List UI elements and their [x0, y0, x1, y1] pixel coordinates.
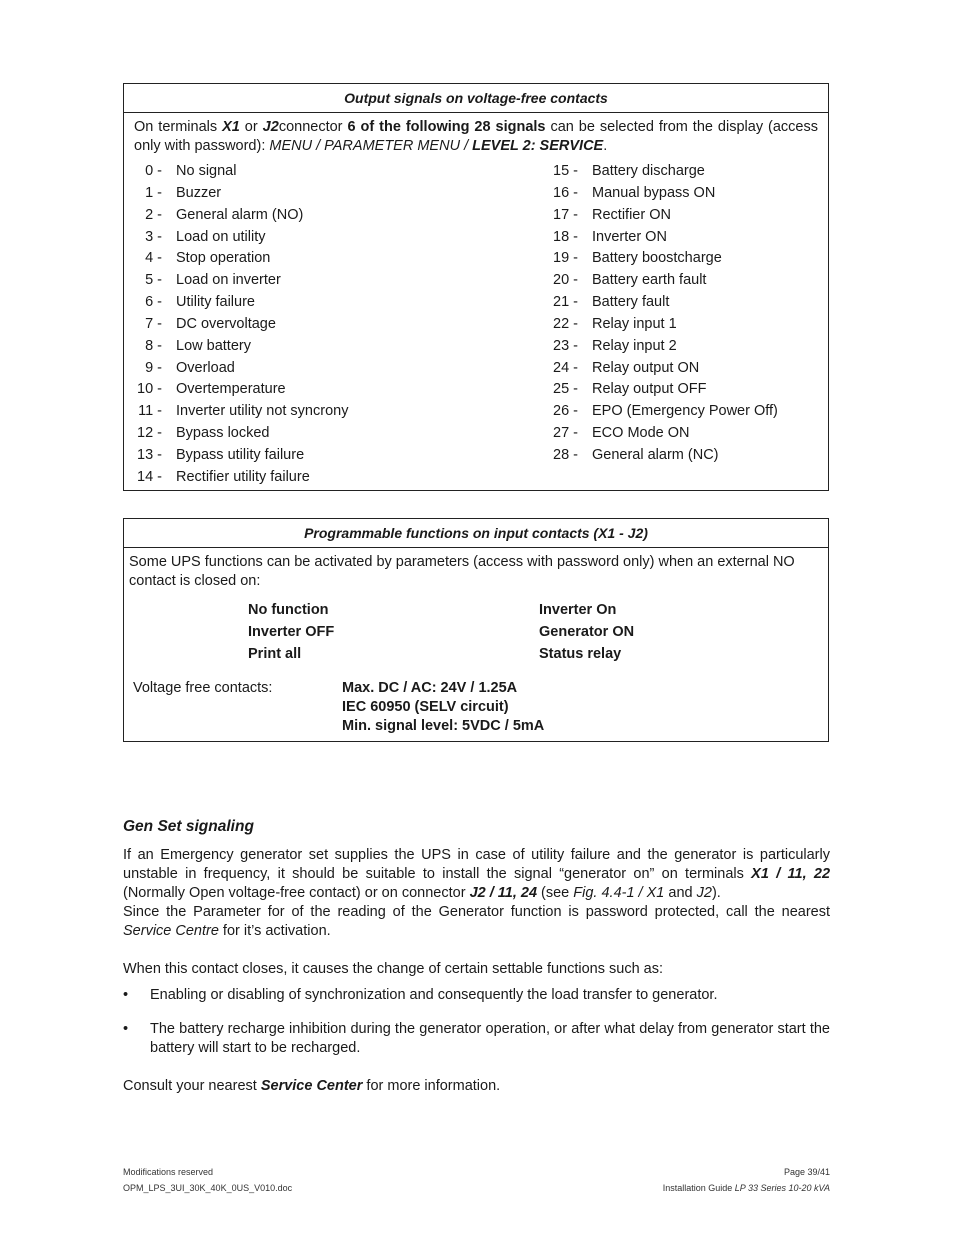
- signal-item: [132, 314, 348, 336]
- signal-label: Buzzer: [176, 184, 222, 201]
- signal-number: 10 -: [137, 381, 162, 398]
- signal-item: [132, 292, 348, 314]
- signal-label: Relay input 1: [592, 315, 677, 332]
- signal-item: [548, 314, 778, 336]
- signal-number: 12 -: [137, 425, 162, 442]
- signal-number: 23 -: [553, 337, 578, 354]
- footer-filename: OPM_LPS_3UI_30K_40K_0US_V010.doc: [123, 1183, 293, 1193]
- signal-number: 0 -: [145, 163, 162, 179]
- signal-number: 3 -: [145, 228, 162, 245]
- signal-number: 5 -: [145, 272, 162, 289]
- signal-label: Battery discharge: [592, 163, 705, 179]
- signal-label: Inverter utility not syncrony: [176, 403, 349, 420]
- input-functions-table: [123, 518, 829, 742]
- signal-item: [548, 336, 778, 358]
- bullet-icon: •: [123, 1021, 129, 1037]
- footer-right: [663, 1164, 830, 1196]
- voltage-free-contacts-label: Voltage free contacts:: [133, 680, 273, 696]
- signal-label: Load on utility: [176, 228, 266, 245]
- signal-label: Load on inverter: [176, 272, 281, 289]
- signal-number: 7 -: [145, 315, 162, 332]
- signal-item: [548, 423, 778, 445]
- signal-number: 18 -: [553, 228, 578, 245]
- signal-label: Rectifier utility failure: [176, 468, 310, 485]
- signal-item: [548, 270, 778, 292]
- spec-line: Max. DC / AC: 24V / 1.25A: [342, 680, 518, 696]
- signal-number: 16 -: [553, 184, 578, 201]
- signal-item: [548, 379, 778, 401]
- signal-number: 8 -: [145, 337, 162, 354]
- signal-label: General alarm (NO): [176, 206, 304, 223]
- spec-line: IEC 60950 (SELV circuit): [342, 699, 509, 715]
- signal-number: 22 -: [553, 315, 578, 332]
- signal-item: [132, 423, 348, 445]
- function-item: Status relay: [539, 646, 622, 662]
- signal-label: Relay input 2: [592, 337, 677, 354]
- signal-item: [548, 183, 778, 205]
- function-item: Inverter On: [539, 602, 617, 618]
- footer-note: Modifications reserved: [123, 1167, 214, 1177]
- spec-line: Min. signal level: 5VDC / 5mA: [342, 718, 545, 734]
- signal-item: [132, 183, 348, 205]
- signal-list-right: [548, 161, 778, 467]
- section-heading: Gen Set signaling: [123, 818, 254, 835]
- signal-number: 9 -: [145, 359, 162, 376]
- signal-item: [132, 227, 348, 249]
- signal-item: [132, 467, 348, 489]
- signal-item: [548, 401, 778, 423]
- signal-number: 28 -: [553, 446, 578, 463]
- signal-list-left: [132, 161, 348, 489]
- signal-item: [132, 270, 348, 292]
- signal-item: [132, 401, 348, 423]
- signal-item: [548, 292, 778, 314]
- signal-number: 27 -: [553, 425, 578, 442]
- signal-label: Bypass locked: [176, 425, 270, 442]
- bullet-icon: •: [123, 987, 129, 1003]
- bullet-item: [123, 986, 830, 1005]
- signal-label: EPO (Emergency Power Off): [592, 403, 778, 420]
- signal-item: [132, 336, 348, 358]
- signal-number: 6 -: [145, 294, 162, 311]
- signal-label: Overtemperature: [176, 381, 286, 398]
- signal-label: Stop operation: [176, 250, 271, 267]
- signal-item: [548, 161, 778, 183]
- signal-item: [548, 205, 778, 227]
- signal-label: Manual bypass ON: [592, 184, 716, 201]
- input-functions-intro: Some UPS functions can be activated by parameters (access with password only) when an external NO contact is closed on:: [129, 554, 795, 589]
- signal-label: No signal: [176, 163, 237, 179]
- signal-number: 17 -: [553, 206, 578, 223]
- signal-number: 2 -: [145, 206, 162, 223]
- genset-paragraph-3: Consult your nearest Service Center for more information.: [123, 1078, 501, 1094]
- function-item: Print all: [248, 646, 302, 662]
- bullet-text: The battery recharge inhibition during the generator operation, or after what delay from generator start the battery will start to be recharged.: [150, 1021, 830, 1056]
- signal-label: Utility failure: [176, 294, 255, 311]
- footer-left: [123, 1164, 292, 1196]
- function-item: No function: [248, 602, 329, 618]
- signal-label: Battery fault: [592, 294, 670, 311]
- signal-item: [132, 161, 348, 183]
- output-signals-intro: On terminals X1 or J2connector 6 of the following 28 signals can be selected from the display (access only with password): MENU / PARAMETER MENU / LEVEL 2: SERVICE.: [134, 119, 818, 154]
- signal-number: 20 -: [553, 272, 578, 289]
- signal-number: 21 -: [553, 294, 578, 311]
- genset-paragraph: If an Emergency generator set supplies the UPS in case of utility failure and the generator is particularly unstable in frequency, it should be suitable to install the signal “generator on” on terminals X1 / 11, 22 (Normally Open voltage-free contact) or on connector J2 / 11, 24 (see Fig. 4.4-1 / X1 and J2). Since the Parameter for of the reading of the Generator function is password protected, call the nearest Service Centre for it’s activation.: [123, 847, 831, 939]
- signal-label: Relay output ON: [592, 359, 700, 376]
- signal-item: [132, 358, 348, 380]
- input-functions-title: Programmable functions on input contacts (X1 - J2): [124, 519, 828, 548]
- signal-item: [132, 248, 348, 270]
- signal-item: [548, 358, 778, 380]
- signal-item: [548, 445, 778, 467]
- output-signals-title: Output signals on voltage-free contacts: [124, 84, 828, 113]
- signal-item: [548, 248, 778, 270]
- signal-label: Bypass utility failure: [176, 446, 305, 463]
- signal-number: 19 -: [553, 250, 578, 267]
- signal-label: Relay output OFF: [592, 381, 707, 398]
- signal-label: Overload: [176, 359, 235, 376]
- bullet-text: Enabling or disabling of synchronization and consequently the load transfer to generator.: [150, 987, 718, 1003]
- signal-number: 24 -: [553, 359, 578, 376]
- signal-number: 1 -: [145, 184, 162, 201]
- function-list-left: [248, 599, 334, 665]
- genset-paragraph-2: When this contact closes, it causes the change of certain settable functions such as:: [123, 961, 664, 977]
- signal-item: [132, 205, 348, 227]
- function-item: Generator ON: [539, 624, 635, 640]
- signal-item: [132, 445, 348, 467]
- signal-number: 11 -: [138, 403, 162, 420]
- signal-number: 15 -: [553, 163, 578, 179]
- signal-label: Battery earth fault: [592, 272, 707, 289]
- signal-label: Rectifier ON: [592, 206, 671, 223]
- signal-number: 4 -: [145, 250, 162, 267]
- signal-label: DC overvoltage: [176, 315, 276, 332]
- signal-label: Inverter ON: [592, 228, 667, 245]
- footer-doc-title: Installation Guide LP 33 Series 10-20 kVA: [662, 1183, 830, 1193]
- output-signals-table: [123, 83, 829, 491]
- voltage-free-contacts-values: [342, 679, 544, 736]
- signal-item: [132, 379, 348, 401]
- signal-label: General alarm (NC): [592, 446, 719, 463]
- function-list-right: [539, 599, 634, 665]
- signal-item: [548, 227, 778, 249]
- signal-label: Battery boostcharge: [592, 250, 722, 267]
- signal-label: ECO Mode ON: [592, 425, 690, 442]
- function-item: Inverter OFF: [248, 624, 335, 640]
- page-number: Page 39/41: [783, 1167, 830, 1177]
- signal-number: 26 -: [553, 403, 578, 420]
- signal-label: Low battery: [176, 337, 251, 354]
- signal-number: 14 -: [137, 468, 162, 485]
- bullet-item: [123, 1020, 830, 1058]
- signal-number: 25 -: [553, 381, 578, 398]
- signal-number: 13 -: [137, 446, 162, 463]
